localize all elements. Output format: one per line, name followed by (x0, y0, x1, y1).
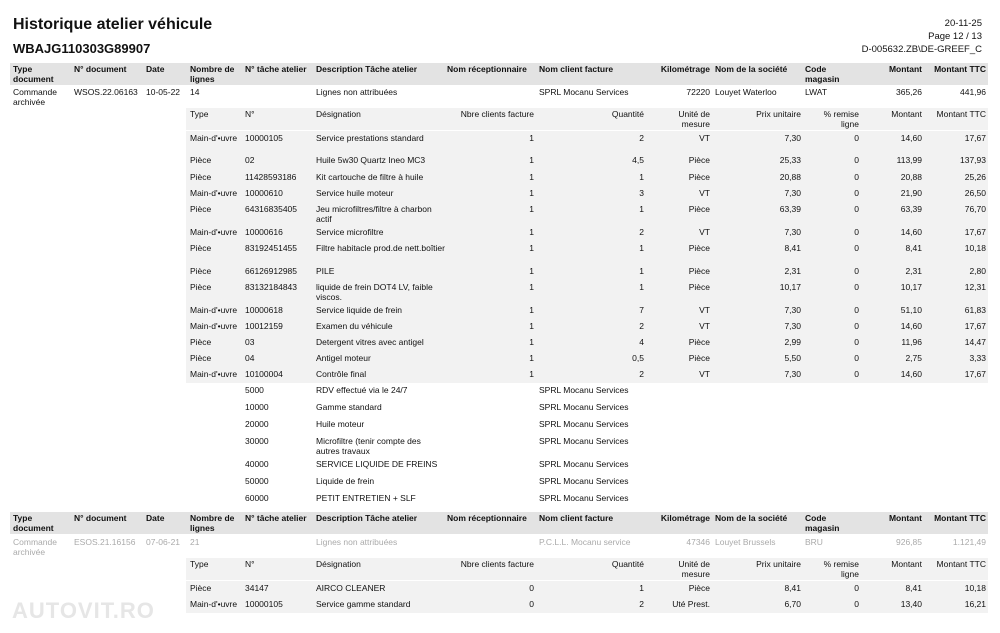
line-cell: 1 (529, 188, 534, 198)
line-cell: 0 (854, 188, 859, 198)
line-cell: Service liquide de frein (316, 305, 402, 315)
line-cell: 8,41 (905, 243, 922, 253)
document-field: Lignes non attribuées (316, 87, 398, 97)
line-cell: Jeu microfiltres/filtre à charbon actif (316, 204, 432, 224)
line-cell: Service prestations standard (316, 133, 424, 143)
document-header-row (10, 63, 988, 85)
line-cell: 10000105 (245, 599, 283, 609)
column-header: Nom réceptionnaire (447, 64, 527, 74)
task-client: SPRL Mocanu Services (539, 385, 629, 395)
line-cell: 1 (529, 204, 534, 214)
line-cell: 2 (639, 227, 644, 237)
line-cell: 10,18 (964, 243, 986, 253)
line-cell: 1 (529, 321, 534, 331)
column-header: Nombre de lignes (190, 513, 235, 533)
line-cell: 8,41 (784, 583, 801, 593)
document-row (10, 85, 988, 105)
line-cell: 17,67 (964, 369, 986, 379)
line-cell: Main-d'•uvre (190, 305, 238, 315)
task-row (10, 383, 988, 400)
document-field: 926,85 (896, 537, 922, 547)
line-cell: 7,30 (784, 369, 801, 379)
line-cell: Pièce (190, 337, 212, 347)
table-row (10, 186, 988, 202)
line-cell: 1 (529, 353, 534, 363)
task-description: Huile moteur (316, 419, 365, 429)
line-cell: 4 (639, 337, 644, 347)
print-date: 20-11-25 (944, 18, 982, 29)
line-cell: 0 (854, 353, 859, 363)
line-cell: 10000618 (245, 305, 283, 315)
line-cell: 2 (639, 369, 644, 379)
line-cell: 10000610 (245, 188, 283, 198)
line-cell: 34147 (245, 583, 269, 593)
line-cell: 10000105 (245, 133, 283, 143)
line-cell: 13,40 (900, 599, 922, 609)
line-cell: 137,93 (960, 155, 986, 165)
line-cell: 26,50 (964, 188, 986, 198)
line-cell: Main-d'•uvre (190, 321, 238, 331)
line-cell: 10100004 (245, 369, 283, 379)
line-cell: 1 (529, 133, 534, 143)
line-cell: 0 (854, 282, 859, 292)
line-cell: 14,60 (900, 321, 922, 331)
line-cell: 25,33 (779, 155, 801, 165)
line-cell: 1 (529, 243, 534, 253)
line-cell: 3,33 (969, 353, 986, 363)
line-cell: 2,75 (905, 353, 922, 363)
line-cell: 7,30 (784, 133, 801, 143)
line-header-row (10, 558, 988, 580)
task-description: Microfiltre (tenir compte des autres travaux (316, 436, 421, 456)
line-cell: Filtre habitacle prod.de nett.boîtier (316, 243, 445, 253)
line-header-row (10, 108, 988, 130)
task-client: SPRL Mocanu Services (539, 476, 629, 486)
column-header: N° tâche atelier (245, 513, 307, 523)
task-description: Gamme standard (316, 402, 382, 412)
line-cell: 7,30 (784, 188, 801, 198)
line-column-header: % remise ligne (823, 559, 859, 579)
line-cell: Pièce (688, 155, 710, 165)
line-column-header: N° (245, 109, 255, 119)
line-cell: Examen du véhicule (316, 321, 393, 331)
line-column-header: Prix unitaire (756, 559, 801, 569)
line-cell: Main-d'•uvre (190, 188, 238, 198)
line-cell: Main-d'•uvre (190, 133, 238, 143)
line-column-header: Montant TTC (936, 109, 986, 119)
line-cell: 4,5 (632, 155, 644, 165)
line-cell: VT (699, 321, 710, 331)
line-cell: VT (699, 188, 710, 198)
column-header: Date (146, 64, 165, 74)
table-row (10, 202, 988, 225)
column-header: Kilométrage (660, 513, 710, 523)
column-header: Nom client facture (539, 513, 614, 523)
task-client: SPRL Mocanu Services (539, 493, 629, 503)
line-cell: Antigel moteur (316, 353, 371, 363)
line-cell: 1 (639, 172, 644, 182)
table-row (10, 335, 988, 351)
line-cell: Service microfiltre (316, 227, 384, 237)
line-cell: 25,26 (964, 172, 986, 182)
line-column-header: Prix unitaire (756, 109, 801, 119)
line-cell: Pièce (190, 282, 212, 292)
task-number: 50000 (245, 476, 269, 486)
line-cell: 14,60 (900, 133, 922, 143)
table-row (10, 241, 988, 264)
task-client: SPRL Mocanu Services (539, 402, 629, 412)
line-cell: 83132184843 (245, 282, 298, 292)
table-row (10, 131, 988, 153)
line-cell: 1 (639, 266, 644, 276)
table-row (10, 351, 988, 367)
line-column-header: Unité de mesure (678, 109, 710, 129)
line-cell: 1 (529, 305, 534, 315)
document-field: P.C.L.L. Mocanu service (539, 537, 631, 547)
line-cell: 21,90 (900, 188, 922, 198)
line-cell: 2,80 (969, 266, 986, 276)
line-cell: Pièce (688, 282, 710, 292)
column-header: N° document (74, 513, 127, 523)
line-cell: Pièce (190, 155, 212, 165)
line-cell: 0 (854, 321, 859, 331)
line-cell: 2 (639, 133, 644, 143)
column-header: Montant TTC (934, 64, 986, 74)
line-cell: Pièce (688, 583, 710, 593)
line-column-header: Quantité (611, 559, 644, 569)
task-number: 60000 (245, 493, 269, 503)
task-number: 10000 (245, 402, 269, 412)
line-cell: 0 (854, 369, 859, 379)
column-header: Code magasin (805, 64, 840, 84)
document-field: 10-05-22 (146, 87, 181, 97)
document-field: Louyet Waterloo (715, 87, 777, 97)
table-row (10, 225, 988, 241)
task-description: PETIT ENTRETIEN + SLF (316, 493, 416, 503)
line-cell: 0 (854, 227, 859, 237)
column-header: Montant TTC (934, 513, 986, 523)
line-cell: Detergent vitres avec antigel (316, 337, 424, 347)
line-cell: 0,5 (632, 353, 644, 363)
line-cell: 5,50 (784, 353, 801, 363)
line-cell: 17,67 (964, 133, 986, 143)
line-cell: 6,70 (784, 599, 801, 609)
line-cell: Pièce (190, 243, 212, 253)
line-cell: Main-d'•uvre (190, 227, 238, 237)
line-cell: VT (699, 227, 710, 237)
line-cell: Pièce (688, 204, 710, 214)
line-cell: 2,31 (905, 266, 922, 276)
line-cell: 0 (854, 266, 859, 276)
column-header: Nom de la société (715, 513, 788, 523)
line-cell: 0 (854, 204, 859, 214)
line-cell: Service gamme standard (316, 599, 411, 609)
line-cell: 1 (529, 155, 534, 165)
line-cell: 17,67 (964, 321, 986, 331)
line-cell: 0 (854, 155, 859, 165)
line-cell: 12,31 (964, 282, 986, 292)
line-cell: Pièce (190, 172, 212, 182)
line-cell: 1 (529, 172, 534, 182)
task-number: 30000 (245, 436, 269, 446)
document-header-row (10, 512, 988, 534)
page-number: Page 12 / 13 (928, 31, 982, 42)
task-row (10, 434, 988, 457)
line-cell: 76,70 (964, 204, 986, 214)
line-column-header: Nbre clients facture (460, 109, 534, 119)
line-cell: 2 (639, 599, 644, 609)
column-header: Date (146, 513, 165, 523)
line-cell: 0 (854, 133, 859, 143)
task-client: SPRL Mocanu Services (539, 419, 629, 429)
task-number: 20000 (245, 419, 269, 429)
line-cell: 11428593186 (245, 172, 297, 182)
task-description: SERVICE LIQUIDE DE FREINS (316, 459, 438, 469)
line-cell: Pièce (688, 243, 710, 253)
line-cell: 0 (854, 337, 859, 347)
document-field: LWAT (805, 87, 828, 97)
table-row (10, 581, 988, 597)
line-cell: 3 (639, 188, 644, 198)
line-cell: 10,17 (779, 282, 801, 292)
watermark: AUTOVIT.RO (12, 598, 155, 623)
line-column-header: Montant (891, 109, 922, 119)
table-row (10, 597, 988, 613)
column-header: N° tâche atelier (245, 64, 307, 74)
table-row (10, 319, 988, 335)
line-cell: 14,60 (900, 369, 922, 379)
column-header: Nom réceptionnaire (447, 513, 527, 523)
column-header: Description Tâche atelier (316, 64, 418, 74)
line-column-header: Nbre clients facture (460, 559, 534, 569)
line-cell: Main-d'•uvre (190, 369, 238, 379)
line-cell: 2,99 (784, 337, 801, 347)
line-cell: Huile 5w30 Quartz Ineo MC3 (316, 155, 426, 165)
column-header: Type document (13, 513, 54, 533)
line-cell: 1 (639, 243, 644, 253)
line-cell: 1 (639, 583, 644, 593)
line-cell: 1 (639, 204, 644, 214)
line-column-header: Désignation (316, 109, 361, 119)
task-description: RDV effectué via le 24/7 (316, 385, 408, 395)
line-cell: 0 (529, 583, 534, 593)
line-cell: 7 (639, 305, 644, 315)
document-field: ESOS.21.16156 (74, 537, 136, 547)
column-header: Nombre de lignes (190, 64, 235, 84)
line-cell: Pièce (190, 353, 212, 363)
table-row (10, 367, 988, 383)
task-client: SPRL Mocanu Services (539, 459, 629, 469)
line-cell: 11,96 (901, 337, 922, 347)
line-cell: 1 (529, 282, 534, 292)
line-cell: 16,21 (964, 599, 986, 609)
line-cell: Uté Prest. (672, 599, 710, 609)
document-field: Lignes non attribuées (316, 537, 398, 547)
line-cell: Main-d'•uvre (190, 599, 238, 609)
line-cell: Contrôle final (316, 369, 367, 379)
line-cell: liquide de frein DOT4 LV, faible viscos. (316, 282, 433, 302)
task-row (10, 474, 988, 491)
line-cell: 83192451455 (245, 243, 298, 253)
task-number: 40000 (245, 459, 269, 469)
line-cell: 51,10 (900, 305, 922, 315)
line-cell: 10,17 (900, 282, 922, 292)
line-cell: 0 (854, 172, 859, 182)
line-column-header: % remise ligne (823, 109, 859, 129)
line-cell: 1 (529, 369, 534, 379)
column-header: Code magasin (805, 513, 840, 533)
task-row (10, 457, 988, 474)
task-client: SPRL Mocanu Services (539, 436, 629, 446)
line-cell: 66126912985 (245, 266, 298, 276)
line-cell: Pièce (688, 353, 710, 363)
line-cell: 10012159 (245, 321, 283, 331)
line-cell: 64316835405 (245, 204, 298, 214)
line-cell: 0 (529, 599, 534, 609)
line-column-header: N° (245, 559, 255, 569)
table-row (10, 153, 988, 170)
line-column-header: Montant TTC (936, 559, 986, 569)
line-cell: Pièce (190, 204, 212, 214)
line-cell: Pièce (190, 583, 212, 593)
task-row (10, 417, 988, 434)
document-field: Commande archivée (13, 537, 57, 557)
line-cell: 04 (245, 353, 255, 363)
column-header: Kilométrage (660, 64, 710, 74)
line-cell: 10,18 (964, 583, 986, 593)
line-cell: Pièce (688, 172, 710, 182)
column-header: N° document (74, 64, 127, 74)
line-cell: 63,39 (900, 204, 922, 214)
task-description: Liquide de frein (316, 476, 375, 486)
document-field: BRU (805, 537, 823, 547)
document-field: Commande archivée (13, 87, 57, 107)
column-header: Description Tâche atelier (316, 513, 418, 523)
line-cell: 7,30 (784, 305, 801, 315)
line-cell: 7,30 (784, 321, 801, 331)
line-cell: 0 (854, 599, 859, 609)
table-row (10, 280, 988, 303)
line-cell: 1 (639, 282, 644, 292)
column-header: Nom client facture (539, 64, 614, 74)
document-field: 14 (190, 87, 200, 97)
line-cell: Service huile moteur (316, 188, 394, 198)
task-row (10, 491, 988, 508)
line-column-header: Quantité (611, 109, 644, 119)
line-column-header: Unité de mesure (678, 559, 710, 579)
line-cell: Pièce (688, 266, 710, 276)
document-field: 1.121,49 (952, 537, 986, 547)
line-cell: 10000616 (245, 227, 283, 237)
column-header: Montant (888, 64, 922, 74)
line-cell: 2,31 (784, 266, 801, 276)
report-reference: D-005632.ZB\DE-GREEF_C (861, 44, 982, 55)
line-cell: 0 (854, 305, 859, 315)
line-cell: VT (699, 133, 710, 143)
document-field: Louyet Brussels (715, 537, 776, 547)
table-row (10, 303, 988, 319)
line-cell: 14,47 (964, 337, 986, 347)
line-cell: 8,41 (784, 243, 801, 253)
line-cell: VT (699, 305, 710, 315)
line-cell: 2 (639, 321, 644, 331)
column-header: Montant (888, 513, 922, 523)
line-cell: 03 (245, 337, 255, 347)
line-cell: 02 (245, 155, 255, 165)
line-column-header: Montant (891, 559, 922, 569)
table-row (10, 264, 988, 280)
line-cell: 0 (854, 243, 859, 253)
line-cell: Pièce (688, 337, 710, 347)
document-field: 07-06-21 (146, 537, 181, 547)
document-field: 47346 (686, 537, 710, 547)
line-cell: Pièce (190, 266, 212, 276)
column-header: Nom de la société (715, 64, 788, 74)
line-cell: 1 (529, 227, 534, 237)
document-row (10, 535, 988, 555)
line-cell: 63,39 (779, 204, 801, 214)
table-row (10, 170, 988, 186)
page-title: Historique atelier véhicule (13, 16, 213, 33)
line-cell: AIRCO CLEANER (316, 583, 386, 593)
document-field: 441,96 (960, 87, 986, 97)
vin-number: WBAJG110303G89907 (13, 41, 151, 56)
document-field: 21 (190, 537, 200, 547)
document-field: SPRL Mocanu Services (539, 87, 629, 97)
line-column-header: Désignation (316, 559, 361, 569)
document-field: 72220 (686, 87, 710, 97)
line-cell: 0 (854, 583, 859, 593)
column-header: Type document (13, 64, 54, 84)
line-cell: 20,88 (900, 172, 922, 182)
line-cell: 8,41 (905, 583, 922, 593)
line-cell: 61,83 (964, 305, 986, 315)
line-cell: 14,60 (900, 227, 922, 237)
line-cell: PILE (316, 266, 335, 276)
line-column-header: Type (190, 559, 209, 569)
line-cell: 17,67 (964, 227, 986, 237)
line-cell: 7,30 (784, 227, 801, 237)
document-field: 365,26 (896, 87, 922, 97)
line-cell: 113,99 (896, 155, 922, 165)
line-column-header: Type (190, 109, 209, 119)
line-cell: VT (699, 369, 710, 379)
line-cell: 1 (529, 266, 534, 276)
task-row (10, 400, 988, 417)
line-cell: Kit cartouche de filtre à huile (316, 172, 424, 182)
task-number: 5000 (245, 385, 264, 395)
line-cell: 1 (529, 337, 534, 347)
line-cell: 20,88 (779, 172, 801, 182)
document-field: WSOS.22.06163 (74, 87, 138, 97)
